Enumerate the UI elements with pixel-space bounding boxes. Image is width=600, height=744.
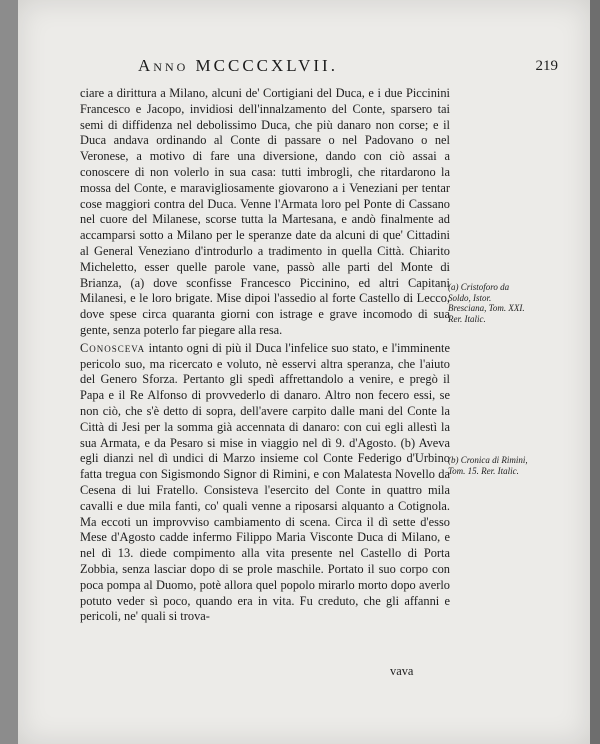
marginal-note-b: (b) Cronica di Rimini, Tom. 15. Rer. Italic. bbox=[448, 455, 528, 476]
running-title: Anno MCCCCXLVII. bbox=[138, 56, 338, 75]
paragraph-1-text: ciare a dirittura a Milano, alcuni de' Cortigiani del Duca, e i due Piccinini Francesco e Jacopo, invidiosi dell'innalzamento del Conte, sparsero tai semi di diffidenza nel debolissimo Duca, che più danaro non corse; e il Duca andava ordinando al Conte di passare o nel Padovano o nel Veronese, a motivo di fare una diversione, dando con ciò assai a conoscere di non volerlo in sua casa: tutti imbrogli, che ritardarono la mossa del Conte, e maravigliosamente giovarono a i Veneziani per tentar cose maggiori contra del Duca. Venne l'Armata loro pel Ponte di Cassano nel cuore del Milanese, scorse tutta la Martesana, e andò finalmente ad accamparsi sotto a Milano per le speranze date da alcuni di que' Cittadini al General Veneziano d'introdurlo a tradimento in quella Città. Chiarito Micheletto, esser quelle parole vane, passò alle parti del Monte di Brianza, (a) dove sconfisse Francesco Piccinino, ed altri Capitani Milanesi, e le loro brigate. Mise dipoi l'assedio al forte Castello di Lecco, dove spese circa quaranta giorni con istrage e grave incomodo di sua gente, senza poterlo far piegare alla resa. bbox=[80, 86, 450, 337]
marginal-note-a: (a) Cristoforo da Soldo, Istor. Bresciana, Tom. XXI. Rer. Italic. bbox=[448, 282, 525, 324]
page-number: 219 bbox=[535, 58, 558, 74]
catchword: vava bbox=[390, 664, 414, 678]
page-edge-shadow bbox=[590, 0, 600, 744]
paragraph-1 bbox=[80, 86, 450, 339]
page-header bbox=[138, 56, 558, 78]
book-page bbox=[18, 0, 590, 744]
paragraph-2-lead: Conosceva bbox=[80, 340, 146, 355]
paragraph-2 bbox=[80, 341, 450, 625]
paragraph-2-text: intanto ogni di più il Duca l'infelice suo stato, e l'imminente pericolo suo, ma ricercato e voluto, nè esservi altra speranza, che l'aiuto del Genero Sforza. Pertanto gli spedì affrettandolo a venire, e pregò il Papa e il Re Alfonso di provvederlo di danaro. Altro non fecero essi, se non ciò, che s'è detto di sopra, dell'avere carpito dalle mani del Conte la Città di Jesi per la somma già accennata di danaro: con cui egli allestì la sua Armata, e da Pesaro si mise in viaggio nel dì 9. d'Agosto. (b) Aveva egli dianzi nel dì undici di Marzo insieme col Conte Federigo d'Urbino fatta tregua con Sigismondo Signor di Rimini, e con Malatesta Novello da Cesena di lui Fratello. Consisteva l'esercito del Conte in quattro mila cavalli e due mila fanti, co' quali venne a riposarsi alquanto a Cotignola. Ma eccoti un improvviso cambiamento di scena. Circa il dì sette d'esso Mese d'Agosto cadde infermo Filippo Maria Visconte Duca di Milano, e nel dì 13. diede compimento alla vita presente nel Castello di Porta Zobbia, senza lasciar dopo di se prole maschile. Portato il suo corpo con poca pompa al Duomo, potè allora quel popolo mirarlo morto dopo averlo potuto veder sì poco, quando era in vita. Fu creduto, che gli affanni e pericoli, ne' quali si trova- bbox=[80, 340, 450, 624]
body-text bbox=[80, 86, 450, 625]
